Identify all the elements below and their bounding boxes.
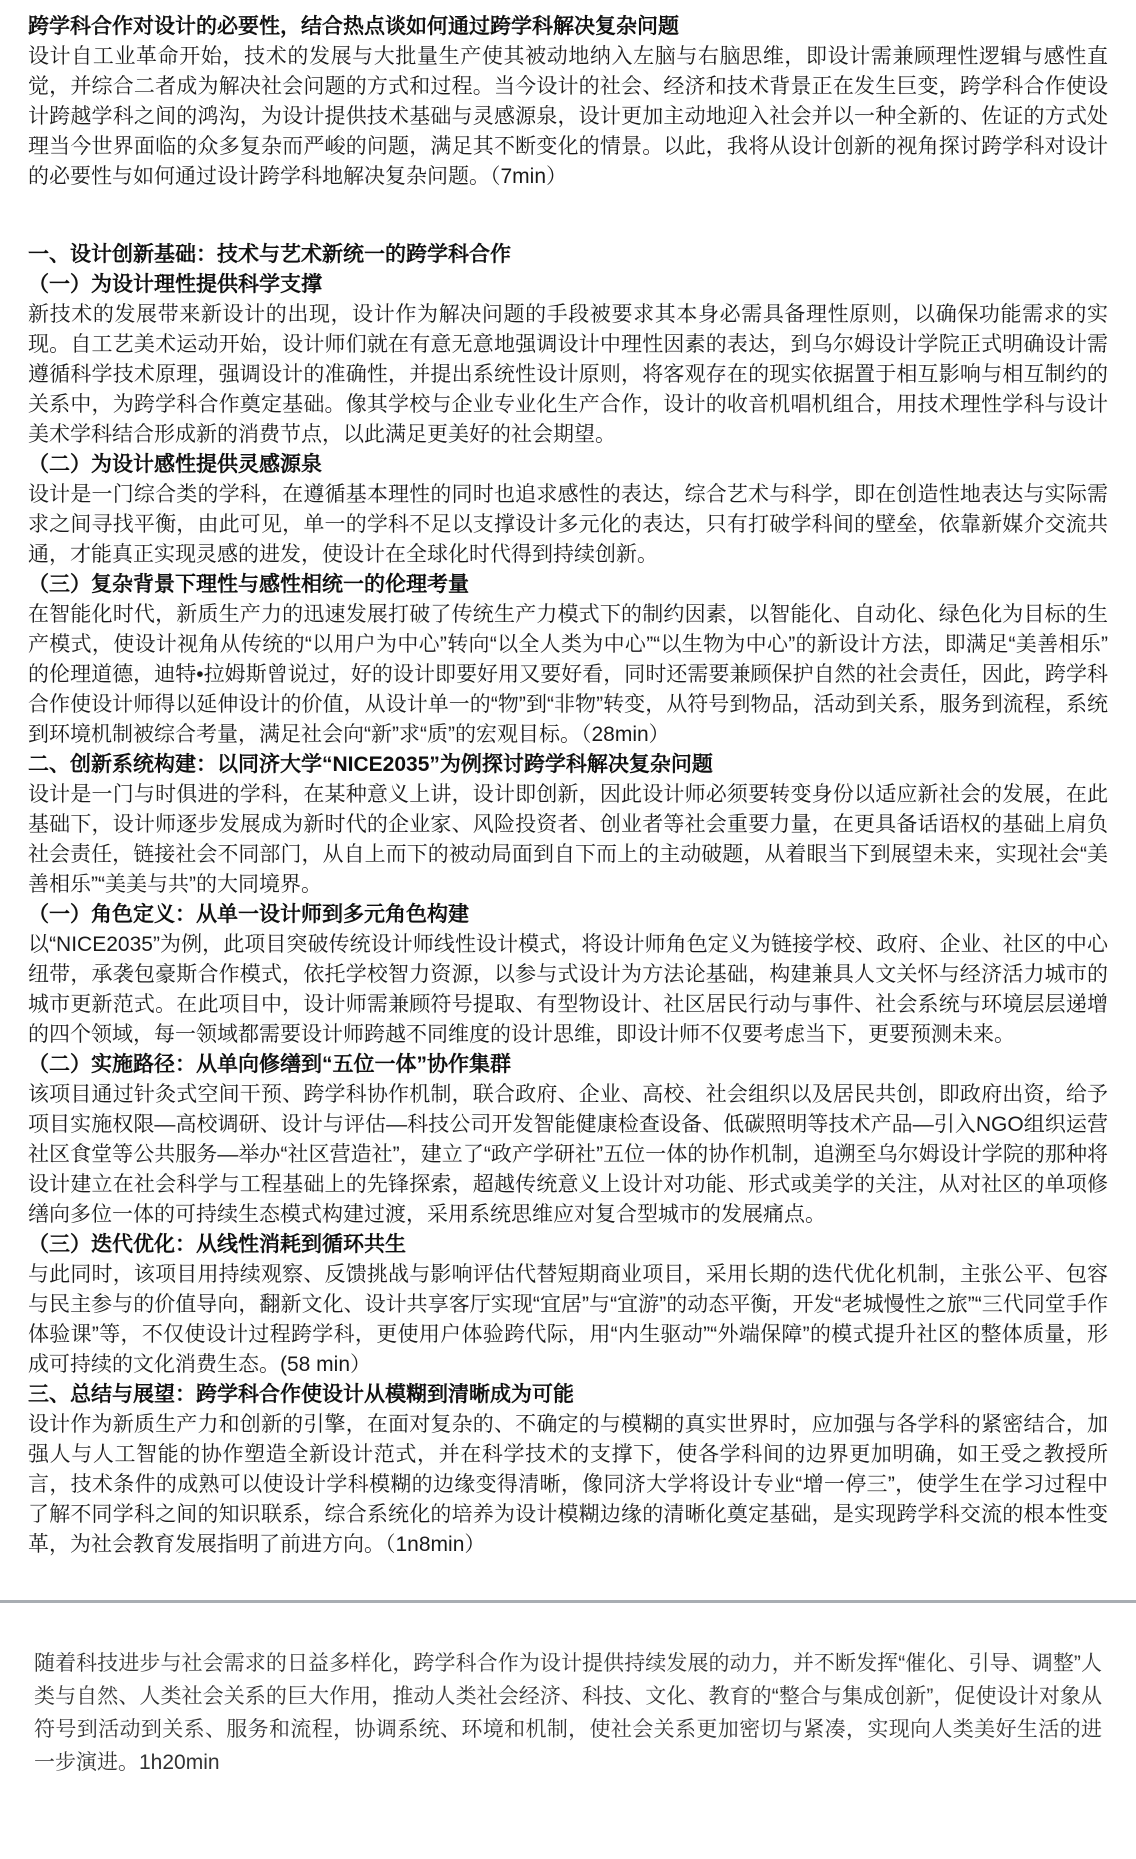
section-1-sub-1-heading: （一）为设计理性提供科学支撑 <box>28 273 322 296</box>
section-2-sub-1-heading: （一）角色定义：从单一设计师到多元角色构建 <box>28 903 469 926</box>
section-2-sub-3-heading: （三）迭代优化：从线性消耗到循环共生 <box>28 1233 406 1256</box>
section-3-paragraph: 设计作为新质生产力和创新的引擎，在面对复杂的、不确定的与模糊的真实世界时，应加强与各学科的紧密结合，加强人与人工智能的协作塑造全新设计范式，并在科学技术的支撑下，使各学科间的边界更加明确，如王受之教授所言，技术条件的成熟可以使设计学科模糊的边缘变得清晰，像同济大学将设计专业“增一停三”，使学生在学习过程中了解不同学科之间的知识联系，综合系统化的培养为设计模糊边缘的清晰化奠定基础，是实现跨学科交流的根本性变革，为社会教育发展指明了前进方向。（1n8min） <box>28 1413 1108 1556</box>
section-1-sub-2-heading: （二）为设计感性提供灵感源泉 <box>28 453 322 476</box>
section-1 <box>28 240 1108 750</box>
section-1-sub-3-paragraph: 在智能化时代，新质生产力的迅速发展打破了传统生产力模式下的制约因素，以智能化、自动化、绿色化为目标的生产模式，使设计视角从传统的“以用户为中心”转向“以全人类为中心”“以生物为中心”的新设计方法，即满足“美善相乐”的伦理道德，迪特•拉姆斯曾说过，好的设计即要好用又要好看，同时还需要兼顾保护自然的社会责任，因此，跨学科合作使设计师得以延伸设计的价值，从设计单一的“物”到“非物”转变，从符号到物品，活动到关系，服务到流程，系统到环境机制被综合考量，满足社会向“新”求“质”的宏观目标。（28min） <box>28 603 1108 746</box>
section-3 <box>28 1380 1108 1560</box>
section-2-heading: 二、创新系统构建：以同济大学“NICE2035”为例探讨跨学科解决复杂问题 <box>28 753 713 776</box>
document-title: 跨学科合作对设计的必要性，结合热点谈如何通过跨学科解决复杂问题 <box>28 15 679 38</box>
section-3-heading: 三、总结与展望：跨学科合作使设计从模糊到清晰成为可能 <box>28 1383 574 1406</box>
intro-paragraph: 设计自工业革命开始，技术的发展与大批量生产使其被动地纳入左脑与右脑思维，即设计需兼顾理性逻辑与感性直觉，并综合二者成为解决社会问题的方式和过程。当今设计的社会、经济和技术背景正在发生巨变，跨学科合作使设计跨越学科之间的鸿沟，为设计提供技术基础与灵感源泉，设计更加主动地迎入社会并以一种全新的、佐证的方式处理当今世界面临的众多复杂而严峻的问题，满足其不断变化的情景。以此，我将从设计创新的视角探讨跨学科对设计的必要性与如何通过设计跨学科地解决复杂问题。（7min） <box>28 45 1108 188</box>
section-2-sub-2-heading: （二）实施路径：从单向修缮到“五位一体”协作集群 <box>28 1053 511 1076</box>
paragraph-gap <box>28 192 1108 240</box>
section-2-sub-2-paragraph: 该项目通过针灸式空间干预、跨学科协作机制，联合政府、企业、高校、社会组织以及居民共创，即政府出资，给予项目实施权限—高校调研、设计与评估—科技公司开发智能健康检查设备、低碳照明等技术产品—引入NGO组织运营社区食堂等公共服务—举办“社区营造社”，建立了“政产学研社”五位一体的协作机制，追溯至乌尔姆设计学院的那种将设计建立在社会科学与工程基础上的先锋探索，超越传统意义上设计对功能、形式或美学的关注，从对社区的单项修缮向多位一体的可持续生态模式构建过渡，采用系统思维应对复合型城市的发展痛点。 <box>28 1083 1108 1226</box>
section-1-sub-3-heading: （三）复杂背景下理性与感性相统一的伦理考量 <box>28 573 469 596</box>
section-2 <box>28 750 1108 1380</box>
section-1-sub-1-paragraph: 新技术的发展带来新设计的出现，设计作为解决问题的手段被要求其本身必需具备理性原则，以确保功能需求的实现。自工艺美术运动开始，设计师们就在有意无意地强调设计中理性因素的表达，到乌尔姆设计学院正式明确设计需遵循科学技术原理，强调设计的准确性，并提出系统性设计原则，将客观存在的现实依据置于相互影响与相互制约的关系中，为跨学科合作奠定基础。像其学校与企业专业化生产合作，设计的收音机唱机组合，用技术理性学科与设计美术学科结合形成新的消费节点，以此满足更美好的社会期望。 <box>28 303 1108 446</box>
section-1-sub-2-paragraph: 设计是一门综合类的学科，在遵循基本理性的同时也追求感性的表达，综合艺术与科学，即在创造性地表达与实际需求之间寻找平衡，由此可见，单一的学科不足以支撑设计多元化的表达，只有打破学科间的壁垒，依靠新媒介交流共通，才能真正实现灵感的进发，使设计在全球化时代得到持续创新。 <box>28 483 1108 566</box>
section-2-sub-1-paragraph: 以“NICE2035”为例，此项目突破传统设计师线性设计模式，将设计师角色定义为链接学校、政府、企业、社区的中心纽带，承袭包豪斯合作模式，依托学校智力资源，以参与式设计为方法论基础，构建兼具人文关怀与经济活力城市的城市更新范式。在此项目中，设计师需兼顾符号提取、有型物设计、社区居民行动与事件、社会系统与环境层层递增的四个领域，每一领域都需要设计师跨越不同维度的设计思维，即设计师不仅要考虑当下，更要预测未来。 <box>28 933 1108 1046</box>
closing-paragraph: 随着科技进步与社会需求的日益多样化，跨学科合作为设计提供持续发展的动力，并不断发挥“催化、引导、调整”人类与自然、人类社会关系的巨大作用，推动人类社会经济、科技、文化、教育的“整合与集成创新”，促使设计对象从符号到活动到关系、服务和流程，协调系统、环境和机制，使社会关系更加密切与紧凑，实现向人类美好生活的进一步演进。1h20min <box>34 1652 1102 1774</box>
section-2-intro-paragraph: 设计是一门与时俱进的学科，在某种意义上讲，设计即创新，因此设计师必须要转变身份以适应新社会的发展，在此基础下，设计师逐步发展成为新时代的企业家、风险投资者、创业者等社会重要力量，在更具备话语权的基础上肩负社会责任，链接社会不同部门，从自上而下的被动局面到自下而上的主动破题，从着眼当下到展望未来，实现社会“美善相乐”“美美与共”的大同境界。 <box>28 783 1108 896</box>
section-1-heading: 一、设计创新基础：技术与艺术新统一的跨学科合作 <box>28 243 511 266</box>
closing-block <box>0 1603 1136 1779</box>
section-2-sub-3-paragraph: 与此同时，该项目用持续观察、反馈挑战与影响评估代替短期商业项目，采用长期的迭代优化机制，主张公平、包容与民主参与的价值导向，翻新文化、设计共享客厅实现“宜居”与“宜游”的动态平衡，开发“老城慢性之旅”“三代同堂手作体验课”等，不仅使设计过程跨学科，更使用户体验跨代际，用“内生驱动”“外端保障”的模式提升社区的整体质量，形成可持续的文化消费生态。(58 min） <box>28 1263 1108 1376</box>
